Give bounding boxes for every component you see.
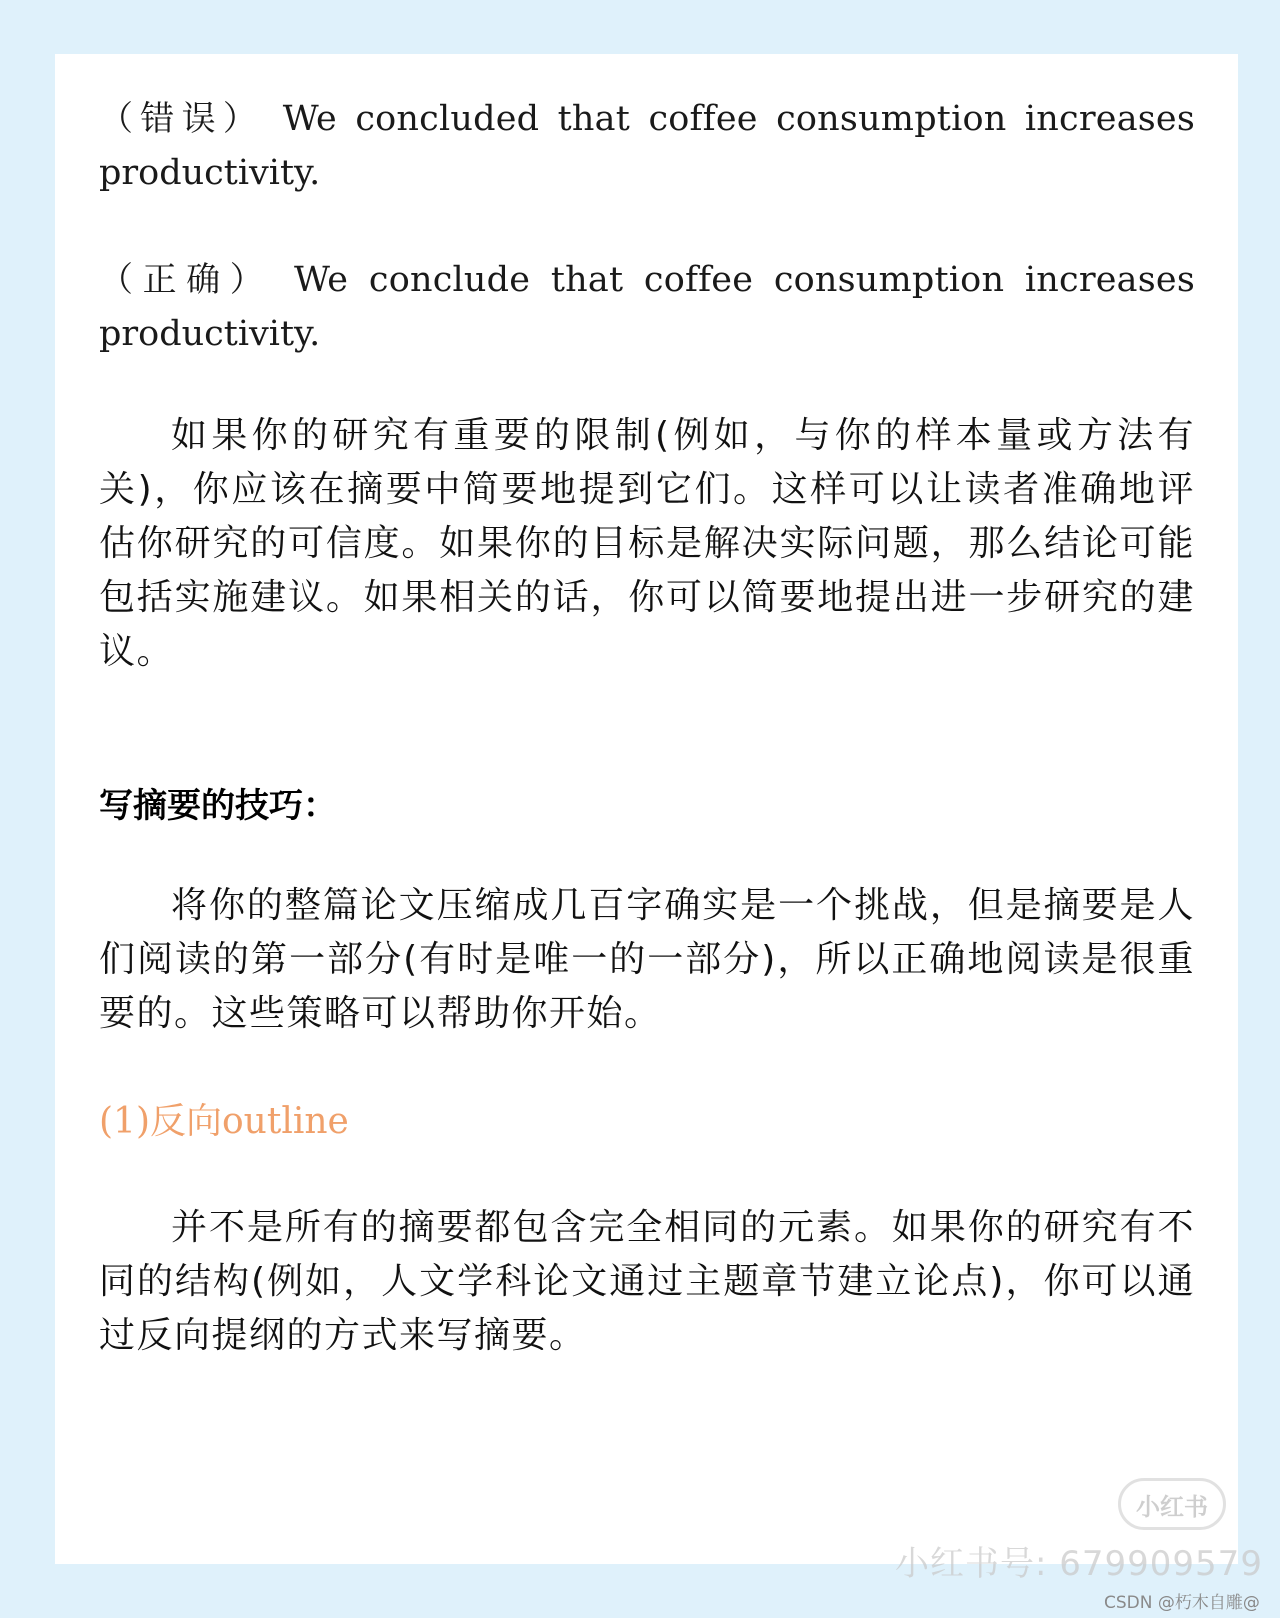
xiaohongshu-id-watermark: 小红书号: 679909579	[895, 1544, 1263, 1584]
example-correct-tag: （正确）	[99, 260, 274, 300]
paragraph-limitations: 如果你的研究有重要的限制(例如，与你的样本量或方法有关)，你应该在摘要中简要地提到它们。这样可以让读者准确地评估你研究的可信度。如果你的目标是解决实际问题，那么结论可能包括实施建议。如果相关的话，你可以简要地提出进一步研究的建议。	[99, 415, 1195, 672]
example-wrong-tag: （错误）	[99, 99, 265, 139]
paragraph-outline: 并不是所有的摘要都包含完全相同的元素。如果你的研究有不同的结构(例如，人文学科论文通过主题章节建立论点)，你可以通过反向提纲的方式来写摘要。	[99, 1207, 1195, 1356]
xiaohongshu-logo-watermark: 小红书	[1118, 1478, 1226, 1530]
example-wrong-line1	[99, 92, 1195, 146]
example-wrong-line2: productivity.	[99, 153, 321, 193]
article-body	[99, 92, 1195, 1363]
subheading-reverse-outline: (1)反向outline	[99, 1101, 349, 1142]
paragraph-tips: 将你的整篇论文压缩成几百字确实是一个挑战，但是摘要是人们阅读的第一部分(有时是唯一的一部分)，所以正确地阅读是很重要的。这些策略可以帮助你开始。	[99, 885, 1195, 1034]
example-correct	[99, 253, 1195, 361]
csdn-credit: CSDN @朽木自雕@	[1104, 1593, 1260, 1613]
example-correct-text: We conclude that coffee consumption increases	[293, 260, 1195, 300]
example-wrong	[99, 92, 1195, 200]
content-card	[55, 54, 1238, 1564]
example-wrong-text: We concluded that coffee consumption increases	[282, 99, 1195, 139]
example-correct-line2: productivity.	[99, 314, 321, 354]
section-heading: 写摘要的技巧：	[99, 786, 337, 826]
example-correct-line1	[99, 253, 1195, 307]
